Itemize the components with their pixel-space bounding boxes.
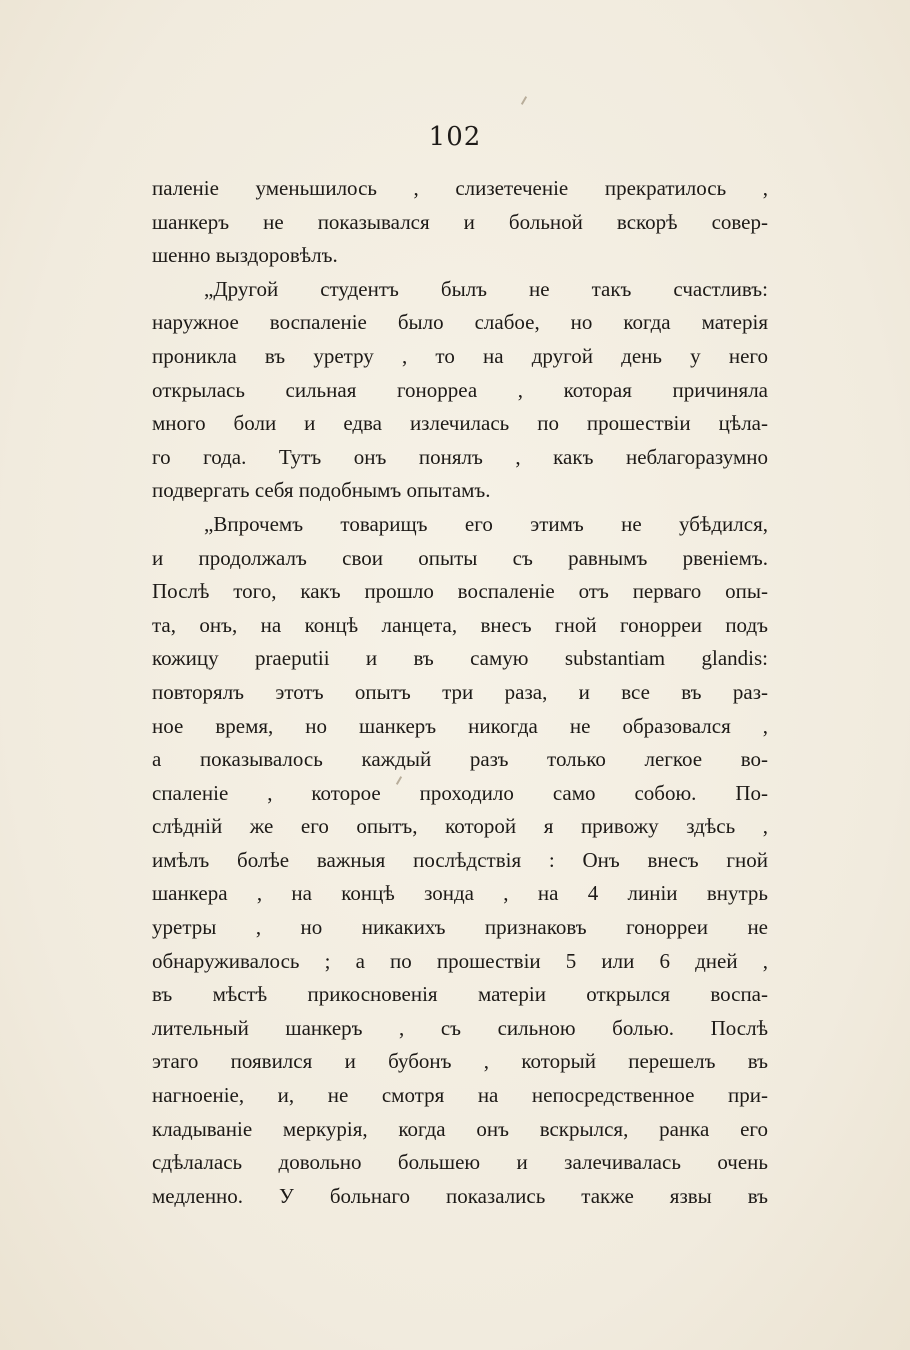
body-text bbox=[152, 172, 768, 1213]
text-line: сдѣлалась довольно большею и залечивалась очень bbox=[152, 1150, 768, 1175]
text-line: шанкера , на концѣ зонда , на 4 линіи внутрь bbox=[152, 881, 768, 906]
text-line: обнаруживалось ; а по прошествіи 5 или 6 дней , bbox=[152, 948, 768, 973]
text-line: кожицу praeputii и въ самую substantiam glandis: bbox=[152, 646, 768, 671]
text-line: повторялъ этотъ опытъ три раза, и все въ раз- bbox=[152, 679, 768, 704]
text-line: нагноеніе, и, не смотря на непосредственное при- bbox=[152, 1083, 768, 1108]
text-line: та, онъ, на концѣ ланцета, внесъ гной гонорреи подъ bbox=[152, 612, 768, 637]
page-number: 102 bbox=[428, 122, 482, 152]
text-line: лительный шанкеръ , съ сильною болью. Послѣ bbox=[152, 1015, 768, 1040]
text-line: ное время, но шанкеръ никогда не образовался , bbox=[152, 713, 768, 738]
text-line: и продолжалъ свои опыты съ равнымъ рвеніемъ. bbox=[152, 545, 768, 570]
text-line: этаго появился и бубонъ , который перешелъ въ bbox=[152, 1049, 768, 1074]
text-line: проникла въ уретру , то на другой день у него bbox=[152, 343, 768, 368]
text-line: подвергать себя подобнымъ опытамъ. bbox=[152, 478, 491, 503]
text-line: открылась сильная гонорреа , которая причиняла bbox=[152, 377, 768, 402]
page-speck bbox=[521, 96, 527, 105]
text-line: уретры , но никакихъ признаковъ гонорреи не bbox=[152, 915, 768, 940]
text-line: много боли и едва излечилась по прошествіи цѣла- bbox=[152, 411, 768, 436]
text-line: въ мѣстѣ прикосновенія матеріи открылся воспа- bbox=[152, 982, 768, 1007]
text-line: „Впрочемъ товарищъ его этимъ не убѣдился, bbox=[204, 511, 768, 536]
text-line: слѣдній же его опытъ, которой я привожу здѣсь , bbox=[152, 814, 768, 839]
text-line: наружное воспаленіе было слабое, но когда матерія bbox=[152, 310, 768, 335]
text-line: медленно. У больнаго показались также язвы въ bbox=[152, 1183, 768, 1208]
text-line: кладываніе меркурія, когда онъ вскрылся, ранка его bbox=[152, 1116, 768, 1141]
text-line: а показывалось каждый разъ только легкое во- bbox=[152, 747, 768, 772]
text-line: паленіе уменьшилось , слизетеченіе прекратилось , bbox=[152, 176, 768, 200]
text-line: „Другой студентъ былъ не такъ счастливъ: bbox=[204, 276, 768, 301]
text-line: шенно выздоровѣлъ. bbox=[152, 243, 338, 268]
text-line: спаленіе , которое проходило само собою. По- bbox=[152, 780, 768, 805]
text-line: Послѣ того, какъ прошло воспаленіе отъ перваго опы- bbox=[152, 579, 768, 604]
text-line: имѣлъ болѣе важныя послѣдствія : Онъ внесъ гной bbox=[152, 847, 768, 872]
text-line: шанкеръ не показывался и больной вскорѣ совер- bbox=[152, 209, 768, 234]
text-line: го года. Тутъ онъ понялъ , какъ неблагоразумно bbox=[152, 444, 768, 469]
